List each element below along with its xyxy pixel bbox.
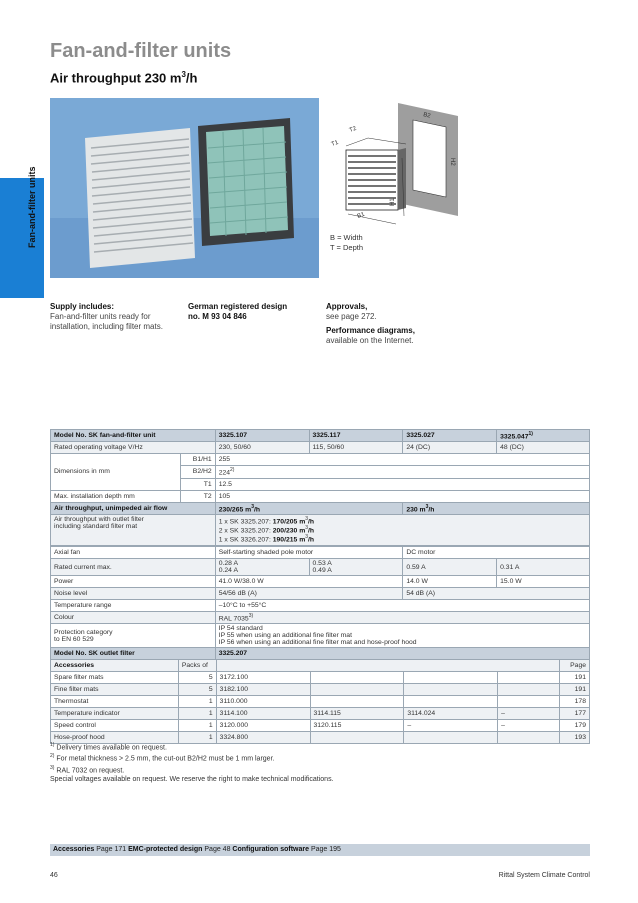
- accessories-rows: [50, 671, 590, 744]
- accessory-cell-page: 178: [560, 696, 590, 708]
- table-row: Rated current max. 0.28 A 0.24 A 0.53 A 0.49 A 0.59 A 0.31 A: [51, 559, 590, 576]
- accessory-cell-name: Hose-proof hood: [51, 732, 179, 744]
- accessory-cell-packs: 5: [178, 672, 216, 684]
- table-row: Model No. SK outlet filter 3325.207: [51, 648, 590, 660]
- table-row: [51, 708, 590, 720]
- accessory-cell-packs: 1: [178, 708, 216, 720]
- accessory-cell-packs: 1: [178, 732, 216, 744]
- accessory-cell-packs: 1: [178, 696, 216, 708]
- side-tab-label: Fan-and-filter units: [27, 166, 37, 248]
- dimension-diagram: [318, 98, 468, 248]
- table-row: Max. installation depth mm T2 105: [51, 490, 590, 502]
- accessory-cell-c3: [404, 684, 498, 696]
- table-row: Noise level 54/56 dB (A) 54 dB (A): [51, 588, 590, 600]
- table-row: B2/H2 224$^{2)}$: [51, 466, 590, 478]
- accessory-cell-name: Spare filter mats: [51, 672, 179, 684]
- dim-label-t2: T2: [348, 125, 358, 134]
- dim-label-h1: H1: [390, 198, 396, 206]
- accessory-cell-c2: 3120.115: [310, 720, 404, 732]
- table-row: Accessories Packs of Page: [51, 660, 590, 672]
- footnote-3: $^{3)}$ RAL 7032 on request.: [50, 764, 125, 774]
- accessory-cell-c1: 3120.000: [216, 720, 310, 732]
- accessory-cell-c4: [498, 696, 560, 708]
- accessory-cell-c3: [404, 672, 498, 684]
- product-photo: [50, 98, 319, 278]
- table-row: [51, 696, 590, 708]
- accessory-cell-name: Fine filter mats: [51, 684, 179, 696]
- accessory-cell-c1: 3182.100: [216, 684, 310, 696]
- accessory-cell-name: Thermostat: [51, 696, 179, 708]
- accessory-cell-c2: [310, 696, 404, 708]
- footnotes: [50, 741, 334, 784]
- table-row: Colour RAL 7035$^{3)}$: [51, 612, 590, 624]
- company-footer: Rittal System Climate Control: [498, 872, 590, 879]
- accessory-cell-page: 191: [560, 684, 590, 696]
- accessory-cell-c2: [310, 672, 404, 684]
- accessory-cell-c3: 3114.024: [404, 708, 498, 720]
- accessory-cell-c1: 3114.100: [216, 708, 310, 720]
- footnote-2: $^{2)}$ For metal thickness > 2.5 mm, the cut-out B2/H2 must be 1 mm larger.: [50, 753, 275, 763]
- accessory-cell-c4: [498, 684, 560, 696]
- accessory-cell-c4: [498, 732, 560, 744]
- accessory-cell-c4: [498, 672, 560, 684]
- accessory-cell-c1: 3110.000: [216, 696, 310, 708]
- table-row: [51, 672, 590, 684]
- accessory-cell-page: 193: [560, 732, 590, 744]
- table-row: Dimensions in mm B1/H1 255: [51, 454, 590, 466]
- dim-label-t1: T1: [330, 139, 340, 148]
- page-number: 46: [50, 872, 58, 879]
- dim-label-b2: B2: [422, 112, 432, 120]
- accessory-cell-c3: –: [404, 720, 498, 732]
- design-block: German registered design no. M 93 04 846: [188, 302, 288, 321]
- footnote-4: Special voltages available on request. We reserve the right to make technical modifications.: [50, 775, 334, 783]
- page-subtitle: Air throughput 230 $m^3/h$: [50, 70, 198, 86]
- table-row: [51, 720, 590, 732]
- table-row: Protection category to EN 60 529 IP 54 standard IP 55 when using an additional fine filter mat IP 56 when using an additional fine filter mat and hose-proof hood: [51, 624, 590, 648]
- accessory-cell-packs: 1: [178, 720, 216, 732]
- spec-table-motor: [50, 546, 590, 660]
- table-row: Power 41.0 W/38.0 W 14.0 W 15.0 W: [51, 576, 590, 588]
- accessory-cell-c3: [404, 696, 498, 708]
- table-row: Axial fan Self-starting shaded pole motor DC motor: [51, 547, 590, 559]
- accessory-cell-page: 191: [560, 672, 590, 684]
- spec-table-main: [50, 429, 590, 546]
- footnote-1: $^{1)}$ Delivery times available on request.: [50, 742, 167, 752]
- table-row: Rated operating voltage V/Hz 230, 50/60 115, 50/60 24 (DC) 48 (DC): [51, 442, 590, 454]
- side-tab: [0, 178, 44, 298]
- accessory-cell-c2: [310, 684, 404, 696]
- cross-reference-bar: Accessories Page 171 EMC-protected design Page 48 Configuration software Page 195: [50, 844, 590, 856]
- table-row: Temperature range –10°C to +55°C: [51, 600, 590, 612]
- accessory-cell-c4: –: [498, 720, 560, 732]
- accessory-cell-c3: [404, 732, 498, 744]
- accessory-cell-c4: –: [498, 708, 560, 720]
- dim-label-h2: H2: [449, 158, 455, 166]
- accessory-cell-packs: 5: [178, 684, 216, 696]
- table-row: Air throughput, unimpeded air flow 230/265 $m^3/h$ 230 $m^3/h$: [51, 502, 590, 514]
- accessory-cell-page: 177: [560, 708, 590, 720]
- supply-block: Supply includes: Fan-and-filter units ready for installation, including filter mats.: [50, 302, 163, 331]
- table-row: Model No. SK fan-and-filter unit 3325.107 3325.117 3325.027 3325.047$^{1)}$: [51, 430, 590, 442]
- accessory-cell-page: 179: [560, 720, 590, 732]
- table-row: [51, 684, 590, 696]
- approvals-block: Approvals, see page 272. Performance diagrams, available on the Internet.: [326, 302, 415, 345]
- accessory-cell-c2: 3114.115: [310, 708, 404, 720]
- accessory-cell-c1: 3324.800: [216, 732, 310, 744]
- table-row: T1 12.5: [51, 478, 590, 490]
- accessory-cell-name: Temperature indicator: [51, 708, 179, 720]
- accessory-cell-name: Speed control: [51, 720, 179, 732]
- page-title: Fan-and-filter units: [50, 40, 232, 62]
- accessory-cell-c1: 3172.100: [216, 672, 310, 684]
- dim-label-b1: B1: [356, 211, 366, 220]
- table-row: Air throughput with outlet filter including standard filter mat 1 x SK 3325.207: 170/205 $m^3/h$ 2 x SK 3325.207: 200/230 $m^3/h$ 1 x SK 3326.207: 190/215 $m^3/h$: [51, 514, 590, 545]
- diagram-legend: B = Width T = Depth: [330, 233, 364, 252]
